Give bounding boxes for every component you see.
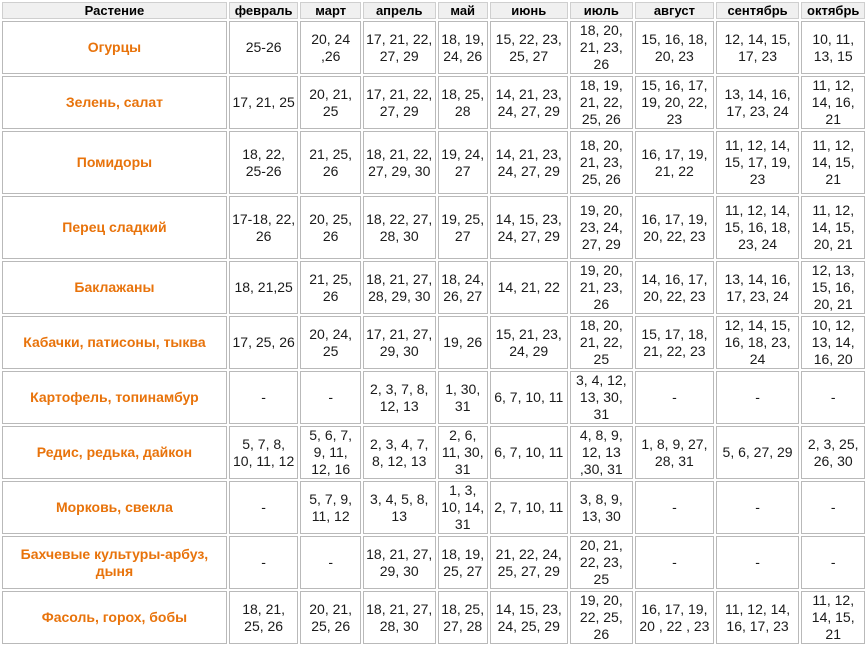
date-cell: 18, 21, 27, 28, 30 [363,591,436,644]
date-cell: 20, 21, 25 [300,76,361,129]
date-cell: 1, 8, 9, 27, 28, 31 [635,426,714,479]
table-row [2,481,865,534]
date-cell: 5, 7, 9, 11, 12 [300,481,361,534]
table-row [2,76,865,129]
header-october: октябрь [801,2,865,19]
plant-name: Баклажаны [2,261,227,314]
header-february: февраль [229,2,299,19]
header-july: июль [570,2,634,19]
date-cell: - [716,371,800,424]
plant-name: Фасоль, горох, бобы [2,591,227,644]
date-cell: 5, 7, 8, 10, 11, 12 [229,426,299,479]
date-cell: - [635,481,714,534]
date-cell: 18, 21,25 [229,261,299,314]
date-cell: 18, 20, 21, 22, 25 [570,316,634,369]
date-cell: 17, 21, 22, 27, 29 [363,21,436,74]
header-august: август [635,2,714,19]
plant-name: Морковь, свекла [2,481,227,534]
date-cell: - [300,536,361,589]
plant-name: Кабачки, патисоны, тыква [2,316,227,369]
date-cell: 2, 3, 4, 7, 8, 12, 13 [363,426,436,479]
date-cell: 2, 3, 7, 8, 12, 13 [363,371,436,424]
date-cell: 16, 17, 19, 21, 22 [635,131,714,194]
date-cell: 15, 22, 23, 25, 27 [490,21,568,74]
date-cell: 18, 21, 22, 27, 29, 30 [363,131,436,194]
date-cell: 1, 3, 10, 14, 31 [438,481,488,534]
date-cell: 15, 16, 17, 19, 20, 22, 23 [635,76,714,129]
table-row [2,371,865,424]
date-cell: 18, 20, 21, 23, 25, 26 [570,131,634,194]
table-row [2,591,865,644]
date-cell: 2, 3, 25, 26, 30 [801,426,865,479]
date-cell: 15, 17, 18, 21, 22, 23 [635,316,714,369]
date-cell: 17, 25, 26 [229,316,299,369]
date-cell: 11, 12, 14, 15, 16, 18, 23, 24 [716,196,800,259]
date-cell: 20, 24 ,26 [300,21,361,74]
plant-name: Бахчевые культуры-арбуз, дыня [2,536,227,589]
date-cell: 18, 22, 25-26 [229,131,299,194]
table-row [2,536,865,589]
plant-name: Редис, редька, дайкон [2,426,227,479]
plant-name: Картофель, топинамбур [2,371,227,424]
date-cell: 14, 16, 17, 20, 22, 23 [635,261,714,314]
date-cell: 19, 20, 21, 23, 26 [570,261,634,314]
plant-name: Помидоры [2,131,227,194]
plant-name: Зелень, салат [2,76,227,129]
date-cell: 18, 21, 27, 29, 30 [363,536,436,589]
date-cell: - [801,536,865,589]
plant-name: Перец сладкий [2,196,227,259]
date-cell: - [635,536,714,589]
date-cell: 18, 22, 27, 28, 30 [363,196,436,259]
date-cell: 12, 13, 15, 16, 20, 21 [801,261,865,314]
date-cell: 20, 21, 25, 26 [300,591,361,644]
date-cell: 11, 12, 14, 15, 17, 19, 23 [716,131,800,194]
date-cell: 19, 26 [438,316,488,369]
header-may: май [438,2,488,19]
date-cell: 18, 20, 21, 23, 26 [570,21,634,74]
date-cell: 13, 14, 16, 17, 23, 24 [716,261,800,314]
table-row [2,261,865,314]
date-cell: 14, 21, 23, 24, 27, 29 [490,131,568,194]
date-cell: 11, 12, 14, 16, 17, 23 [716,591,800,644]
date-cell: 12, 14, 15, 17, 23 [716,21,800,74]
date-cell: - [229,371,299,424]
date-cell: 21, 25, 26 [300,131,361,194]
date-cell: 25-26 [229,21,299,74]
date-cell: 18, 24, 26, 27 [438,261,488,314]
header-march: март [300,2,361,19]
date-cell: 21, 25, 26 [300,261,361,314]
date-cell: 11, 12, 14, 15, 20, 21 [801,196,865,259]
date-cell: 5, 6, 27, 29 [716,426,800,479]
date-cell: 20, 24, 25 [300,316,361,369]
date-cell: 10, 12, 13, 14, 16, 20 [801,316,865,369]
date-cell: 18, 19, 21, 22, 25, 26 [570,76,634,129]
date-cell: 17, 21, 27, 29, 30 [363,316,436,369]
date-cell: 14, 15, 23, 24, 27, 29 [490,196,568,259]
date-cell: 2, 7, 10, 11 [490,481,568,534]
date-cell: 3, 4, 12, 13, 30, 31 [570,371,634,424]
plant-name: Огурцы [2,21,227,74]
date-cell: 17, 21, 25 [229,76,299,129]
header-june: июнь [490,2,568,19]
date-cell: 18, 19, 25, 27 [438,536,488,589]
date-cell: 2, 6, 11, 30, 31 [438,426,488,479]
table-row [2,131,865,194]
date-cell: 19, 24, 27 [438,131,488,194]
date-cell: 1, 30, 31 [438,371,488,424]
date-cell: - [300,371,361,424]
date-cell: 19, 20, 23, 24, 27, 29 [570,196,634,259]
date-cell: - [635,371,714,424]
date-cell: - [801,481,865,534]
date-cell: 19, 20, 22, 25, 26 [570,591,634,644]
date-cell: 14, 21, 22 [490,261,568,314]
date-cell: 11, 12, 14, 15, 21 [801,591,865,644]
table-row [2,196,865,259]
date-cell: 19, 25, 27 [438,196,488,259]
date-cell: 18, 21, 27, 28, 29, 30 [363,261,436,314]
header-row [2,2,865,19]
date-cell: 21, 22, 24, 25, 27, 29 [490,536,568,589]
date-cell: 6, 7, 10, 11 [490,426,568,479]
date-cell: 10, 11, 13, 15 [801,21,865,74]
date-cell: - [716,536,800,589]
table-row [2,426,865,479]
header-september: сентябрь [716,2,800,19]
date-cell: 6, 7, 10, 11 [490,371,568,424]
date-cell: 18, 19, 24, 26 [438,21,488,74]
date-cell: 17-18, 22, 26 [229,196,299,259]
header-plant: Растение [2,2,227,19]
date-cell: 13, 14, 16, 17, 23, 24 [716,76,800,129]
date-cell: 20, 21, 22, 23, 25 [570,536,634,589]
header-april: апрель [363,2,436,19]
date-cell: 16, 17, 19, 20 , 22 , 23 [635,591,714,644]
date-cell: 15, 16, 18, 20, 23 [635,21,714,74]
date-cell: 16, 17, 19, 20, 22, 23 [635,196,714,259]
date-cell: 17, 21, 22, 27, 29 [363,76,436,129]
date-cell: - [801,371,865,424]
table-row [2,316,865,369]
date-cell: - [229,481,299,534]
date-cell: 12, 14, 15, 16, 18, 23, 24 [716,316,800,369]
date-cell: 11, 12, 14, 15, 21 [801,131,865,194]
date-cell: 18, 25, 27, 28 [438,591,488,644]
date-cell: 18, 21, 25, 26 [229,591,299,644]
date-cell: 20, 25, 26 [300,196,361,259]
date-cell: 3, 4, 5, 8, 13 [363,481,436,534]
date-cell: 11, 12, 14, 16, 21 [801,76,865,129]
table-row [2,21,865,74]
date-cell: 5, 6, 7, 9, 11, 12, 16 [300,426,361,479]
date-cell: - [229,536,299,589]
date-cell: 4, 8, 9, 12, 13 ,30, 31 [570,426,634,479]
date-cell: 14, 21, 23, 24, 27, 29 [490,76,568,129]
date-cell: 3, 8, 9, 13, 30 [570,481,634,534]
date-cell: 15, 21, 23, 24, 29 [490,316,568,369]
date-cell: 14, 15, 23, 24, 25, 29 [490,591,568,644]
date-cell: - [716,481,800,534]
date-cell: 18, 25, 28 [438,76,488,129]
